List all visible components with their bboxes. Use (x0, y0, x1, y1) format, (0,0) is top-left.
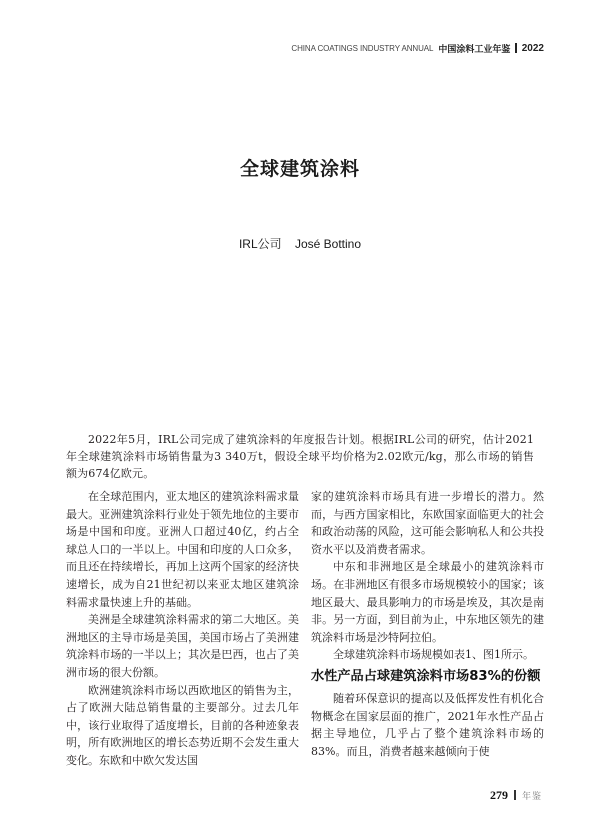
byline (0, 235, 600, 252)
page-number: 279 (489, 788, 508, 802)
header-divider (515, 43, 516, 53)
running-header (291, 41, 544, 55)
section-heading: 水性产品占球建筑涂料市场83%的份额 (311, 668, 541, 684)
page-footer (490, 788, 542, 803)
footer-label: 年鉴 (521, 792, 542, 802)
article-abstract: 2022年5月，IRL公司完成了建筑涂料的年度报告计划。根据IRL公司的研究，估计2021年全球建筑涂料市场销售量为3 340万t，假设全球平均价格为2.02欧元/kg，那么市场的销售额为674亿欧元。 (66, 433, 534, 480)
paragraph: 欧洲建筑涂料市场以西欧地区的销售为主，占了欧洲大陆总销售量的主要部分。过去几年中，该行业取得了适度增长，目前的各种迹象表明，所有欧洲地区的增长态势近期不会发生重大变化。东欧和中欧欠发达国 (66, 683, 299, 767)
left-column (66, 488, 299, 770)
paragraph-continued: 家的建筑涂料市场具有进一步增长的潜力。然而，与西方国家相比，东欧国家面临更大的社会和政治动荡的风险，这可能会影响私人和公共投资水平以及消费者需求。 (311, 490, 544, 556)
paragraph: 随着环保意识的提高以及低挥发性有机化合物概念在国家层面的推广，2021年水性产品占据主导地位，几乎占了整个建筑涂料市场的83%。而且，消费者越来越倾向于使 (311, 691, 544, 758)
paragraph: 中东和非洲地区是全球最小的建筑涂料市场。在非洲地区有很多市场规模较小的国家；该地区最大、最具影响力的市场是埃及，其次是南非。另一方面，到目前为止，中东地区领先的建筑涂料市场是沙特阿拉伯。 (311, 560, 544, 644)
paragraph: 在全球范围内，亚太地区的建筑涂料需求量最大。亚洲建筑涂料行业处于领先地位的主要市场是中国和印度。亚洲人口超过40亿，约占全球总人口的一半以上。中国和印度的人口众多，而且还在持续增长，再加上这两个国家的经济快速增长，成为自21世纪初以来亚太地区建筑涂料需求量快速上升的基础。 (66, 490, 299, 609)
publication-title-en: CHINA COATINGS INDUSTRY ANNUAL (291, 43, 434, 53)
paragraph: 全球建筑涂料市场规模如表1、图1所示。 (333, 648, 534, 662)
author-organization: IRL公司 (238, 237, 282, 251)
publication-year: 2022 (521, 42, 544, 54)
article-title: 全球建筑涂料 (239, 158, 360, 180)
paragraph: 美洲是全球建筑涂料需求的第二大地区。美洲地区的主导市场是美国，美国市场占了美洲建筑涂料市场的一半以上；其次是巴西，也占了美洲市场的很大份额。 (66, 613, 299, 679)
publication-title-cn: 中国涂料工业年鉴 (438, 44, 511, 55)
right-column (311, 488, 544, 760)
footer-divider (514, 790, 516, 800)
author-name: José Bottino (294, 237, 362, 251)
